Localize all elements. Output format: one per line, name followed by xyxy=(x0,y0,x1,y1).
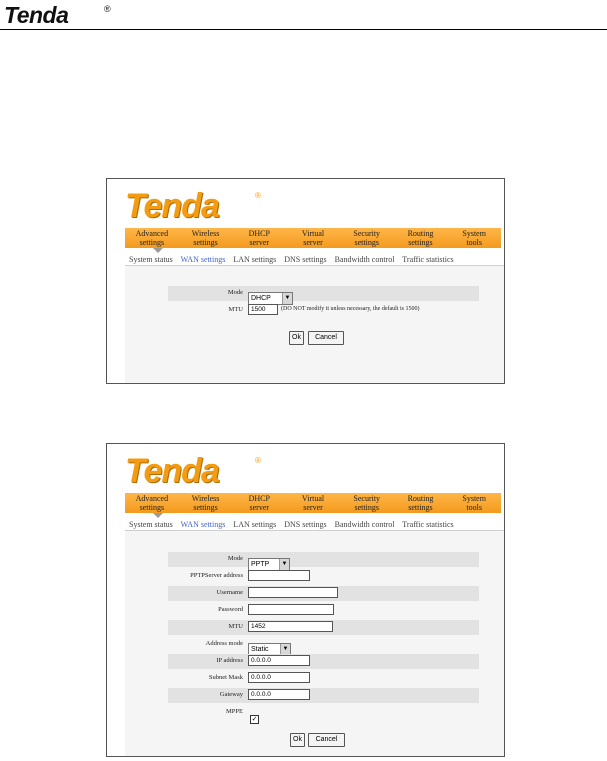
subnet-mask-row xyxy=(168,671,479,686)
mode-row xyxy=(168,286,479,301)
mppe-row xyxy=(168,705,479,723)
menu-virtual-server[interactable]: Virtual server xyxy=(301,229,325,247)
address-mode-row xyxy=(168,637,479,652)
wan-settings-form xyxy=(125,531,504,756)
mtu-input[interactable]: 1500 xyxy=(248,304,278,315)
subnet-mask-label: Subnet Mask xyxy=(208,674,243,681)
subnav-traffic-statistics[interactable]: Traffic statistics xyxy=(402,520,454,529)
menu-advanced-settings[interactable]: Advanced settings xyxy=(135,229,169,247)
subnav-system-status[interactable]: System status xyxy=(129,520,173,529)
subnav-wan-settings[interactable]: WAN settings xyxy=(180,255,226,264)
menu-advanced-settings[interactable]: Advanced settings xyxy=(135,494,169,512)
username-input[interactable] xyxy=(248,587,338,598)
active-menu-pointer-icon xyxy=(153,248,163,253)
ip-address-label: IP address xyxy=(216,657,243,664)
ok-button[interactable]: Ok xyxy=(290,733,305,747)
subnav-system-status[interactable]: System status xyxy=(129,255,173,264)
mtu-row xyxy=(168,303,479,318)
menu-dhcp-server[interactable]: DHCP server xyxy=(248,494,270,512)
subnav-wan-settings[interactable]: WAN settings xyxy=(180,520,226,529)
menu-security-settings[interactable]: Security settings xyxy=(353,229,381,247)
username-label: Username xyxy=(216,589,243,596)
screenshot-wan-dhcp xyxy=(106,178,505,384)
ip-address-input[interactable]: 0.0.0.0 xyxy=(248,655,310,666)
menu-wireless-settings[interactable]: Wireless settings xyxy=(191,494,220,512)
password-label: Password xyxy=(218,606,243,613)
menu-routing-settings[interactable]: Routing settings xyxy=(407,229,434,247)
chevron-down-icon: ▼ xyxy=(282,293,292,304)
router-logo: Tenda xyxy=(125,187,219,225)
mode-label: Mode xyxy=(227,555,243,562)
chevron-down-icon: ▼ xyxy=(279,559,289,570)
pptp-server-row xyxy=(168,569,479,584)
router-header xyxy=(107,444,504,494)
mtu-label: MTU xyxy=(228,623,243,630)
wan-settings-form xyxy=(125,266,504,383)
password-row xyxy=(168,603,479,618)
document-logo: Tenda xyxy=(4,2,69,28)
subnav-lan-settings[interactable]: LAN settings xyxy=(233,520,277,529)
screenshot-wan-pptp xyxy=(106,443,505,757)
chevron-down-icon: ▼ xyxy=(280,644,290,655)
gateway-label: Gateway xyxy=(219,691,243,698)
menu-routing-settings[interactable]: Routing settings xyxy=(407,494,434,512)
main-menu xyxy=(125,493,501,513)
subnav-bandwidth-control[interactable]: Bandwidth control xyxy=(334,255,395,264)
mppe-label: MPPE xyxy=(226,708,243,715)
menu-security-settings[interactable]: Security settings xyxy=(353,494,381,512)
menu-wireless-settings[interactable]: Wireless settings xyxy=(191,229,220,247)
mode-label: Mode xyxy=(227,289,243,296)
gateway-input[interactable]: 0.0.0.0 xyxy=(248,689,310,700)
pptp-server-label: PPTPServer address xyxy=(190,572,243,579)
ok-button[interactable]: Ok xyxy=(289,331,304,345)
mode-row xyxy=(168,552,479,567)
menu-system-tools[interactable]: System tools xyxy=(462,494,486,512)
sub-navigation xyxy=(129,520,460,529)
gateway-row xyxy=(168,688,479,703)
sub-navigation xyxy=(129,255,460,264)
mtu-row xyxy=(168,620,479,635)
menu-virtual-server[interactable]: Virtual server xyxy=(301,494,325,512)
cancel-button[interactable]: Cancel xyxy=(308,331,344,345)
subnav-dns-settings[interactable]: DNS settings xyxy=(284,255,327,264)
address-mode-label: Address mode xyxy=(205,640,243,647)
ip-address-row xyxy=(168,654,479,669)
mtu-label: MTU xyxy=(228,306,243,313)
username-row xyxy=(168,586,479,601)
subnav-lan-settings[interactable]: LAN settings xyxy=(233,255,277,264)
pptp-server-input[interactable] xyxy=(248,570,310,581)
mppe-checkbox[interactable]: ✓ xyxy=(251,715,258,723)
router-logo-registered-mark: ® xyxy=(255,191,261,200)
router-logo: Tenda xyxy=(125,452,219,490)
document-logo-registered-mark: ® xyxy=(104,4,111,14)
address-mode-select[interactable]: Static ▼ xyxy=(248,643,291,656)
header-divider xyxy=(0,29,607,30)
menu-system-tools[interactable]: System tools xyxy=(462,229,486,247)
subnav-dns-settings[interactable]: DNS settings xyxy=(284,520,327,529)
mode-select[interactable]: PPTP ▼ xyxy=(248,558,290,571)
cancel-button[interactable]: Cancel xyxy=(308,733,345,747)
mtu-input[interactable]: 1452 xyxy=(248,621,333,632)
main-menu xyxy=(125,228,501,248)
router-logo-registered-mark: ® xyxy=(255,456,261,465)
subnav-bandwidth-control[interactable]: Bandwidth control xyxy=(334,520,395,529)
password-input[interactable] xyxy=(248,604,334,615)
subnet-mask-input[interactable]: 0.0.0.0 xyxy=(248,672,310,683)
menu-dhcp-server[interactable]: DHCP server xyxy=(248,229,270,247)
mode-select[interactable]: DHCP ▼ xyxy=(248,292,293,305)
mtu-note: (DO NOT modify it unless necessary, the default is 1500) xyxy=(281,306,420,312)
router-header xyxy=(107,179,504,229)
active-menu-pointer-icon xyxy=(153,513,163,518)
subnav-traffic-statistics[interactable]: Traffic statistics xyxy=(402,255,454,264)
